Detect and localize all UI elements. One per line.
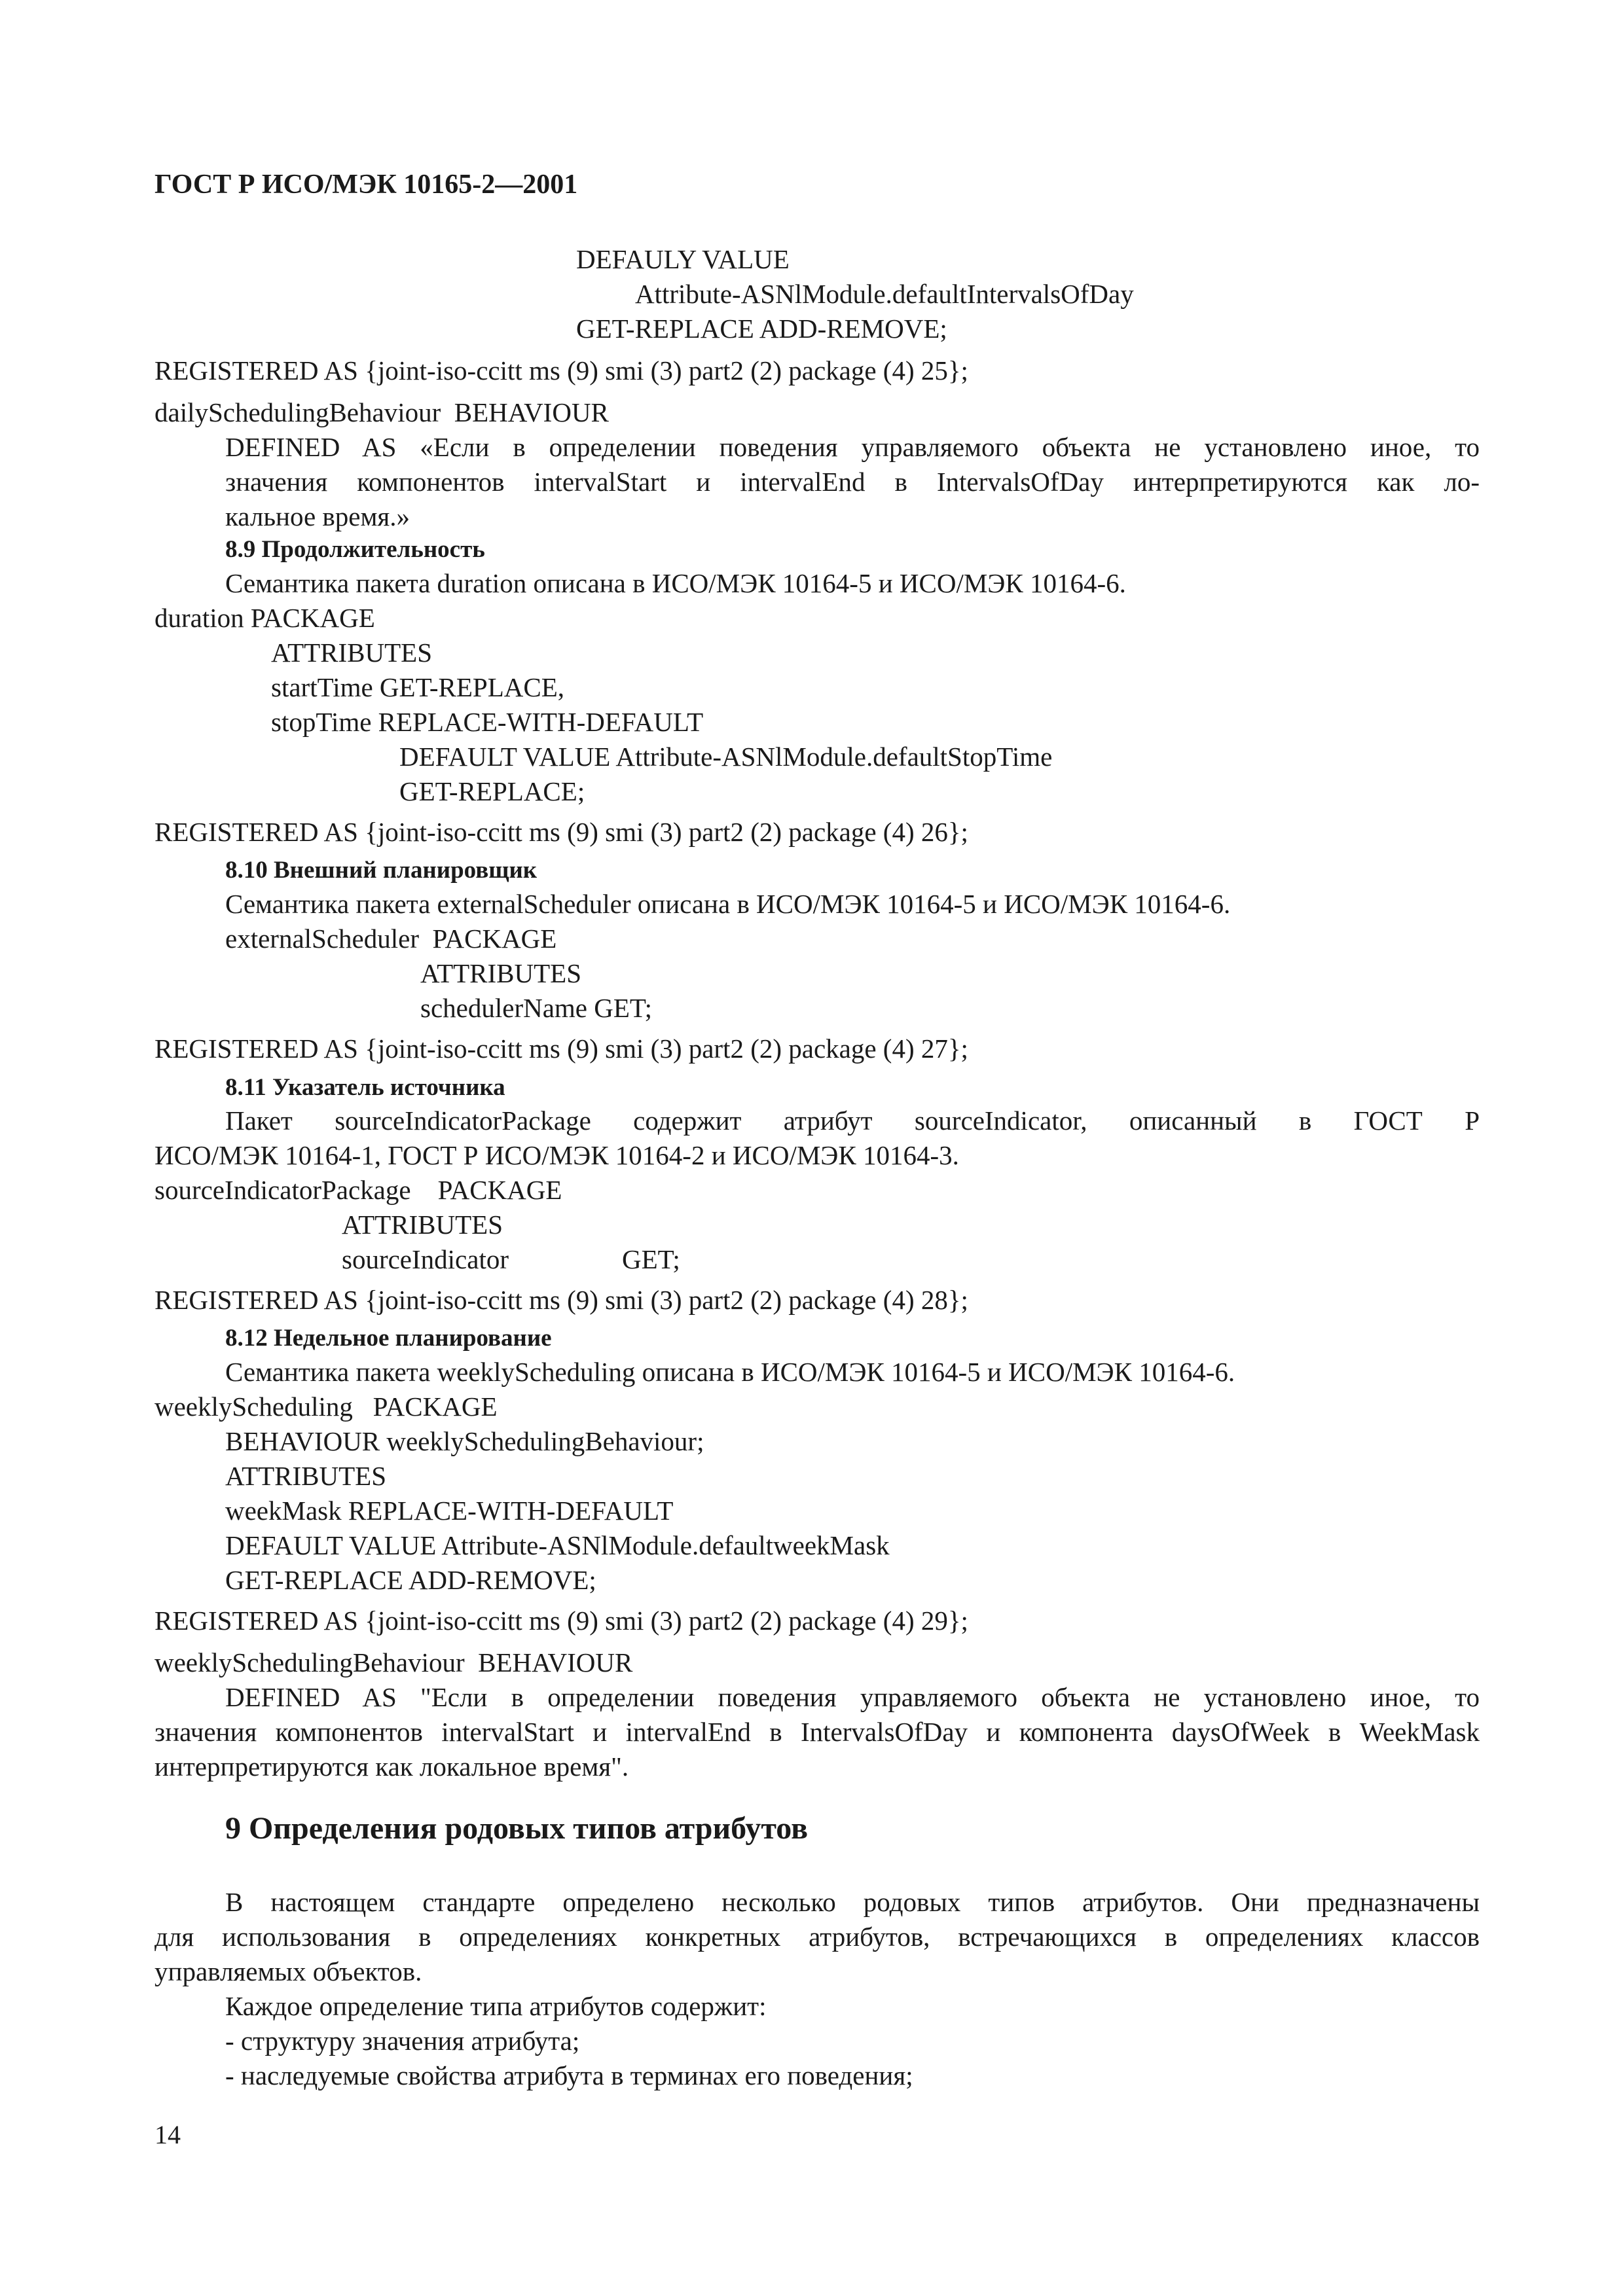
subsection-heading: 8.10 Внешний планировщик bbox=[225, 857, 538, 884]
code-line: schedulerName GET; bbox=[420, 993, 653, 1023]
code-line: GET-REPLACE ADD-REMOVE; bbox=[225, 1565, 596, 1595]
text-line: значения компонентов intervalStart и intervalEnd в IntervalsOfDay интерпретируются как ло- bbox=[225, 467, 1480, 497]
code-line: dailySchedulingBehaviour BEHAVIOUR bbox=[155, 397, 609, 427]
section-heading: 9 Определения родовых типов атрибутов bbox=[225, 1811, 808, 1846]
text-line: Семантика пакета weeklyScheduling описана в ИСО/МЭК 10164-5 и ИСО/МЭК 10164-6. bbox=[225, 1357, 1235, 1387]
subsection-heading: 8.9 Продолжительность bbox=[225, 536, 485, 563]
code-line: ATTRIBUTES bbox=[342, 1210, 503, 1240]
code-line: weeklyScheduling PACKAGE bbox=[155, 1391, 498, 1422]
code-line: DEFAULY VALUE bbox=[576, 244, 790, 274]
code-line: GET-REPLACE ADD-REMOVE; bbox=[576, 314, 947, 344]
code-line: GET; bbox=[622, 1244, 680, 1274]
paragraph-line: Каждое определение типа атрибутов содержит: bbox=[225, 1991, 767, 2021]
list-item: - структуру значения атрибута; bbox=[225, 2026, 580, 2056]
paragraph-line: управляемых объектов. bbox=[155, 1956, 422, 1986]
text-line: Пакет sourceIndicatorPackage содержит атрибут sourceIndicator, описанный в ГОСТ Р bbox=[225, 1105, 1480, 1136]
text-line: DEFINED AS "Если в определении поведения управляемого объекта не установлено иное, то bbox=[225, 1682, 1480, 1712]
page-number: 14 bbox=[155, 2120, 181, 2149]
code-line: ATTRIBUTES bbox=[225, 1461, 386, 1491]
subsection-heading: 8.11 Указатель источника bbox=[225, 1074, 505, 1101]
registered-line: REGISTERED AS {joint-iso-ccitt ms (9) smi (3) part2 (2) package (4) 29}; bbox=[155, 1605, 968, 1636]
code-line: duration PACKAGE bbox=[155, 603, 375, 633]
code-line: startTime GET-REPLACE, bbox=[271, 672, 564, 702]
code-line: Attribute-ASNlModule.defaultIntervalsOfDay bbox=[635, 279, 1134, 309]
code-line: GET-REPLACE; bbox=[399, 776, 585, 806]
code-line: DEFAULT VALUE Attribute-ASNlModule.defaultweekMask bbox=[225, 1530, 890, 1560]
code-line: ATTRIBUTES bbox=[271, 637, 432, 668]
code-line: BEHAVIOUR weeklySchedulingBehaviour; bbox=[225, 1426, 704, 1456]
text-line: значения компонентов intervalStart и intervalEnd в IntervalsOfDay и компонента daysOfWeek в WeekMask bbox=[155, 1717, 1480, 1747]
subsection-heading: 8.12 Недельное планирование bbox=[225, 1325, 552, 1352]
text-line: интерпретируются как локальное время". bbox=[155, 1751, 629, 1782]
text-line: Семантика пакета duration описана в ИСО/МЭК 10164-5 и ИСО/МЭК 10164-6. bbox=[225, 568, 1126, 598]
registered-line: REGISTERED AS {joint-iso-ccitt ms (9) smi (3) part2 (2) package (4) 26}; bbox=[155, 817, 968, 847]
code-line: stopTime REPLACE-WITH-DEFAULT bbox=[271, 707, 704, 737]
code-line: weekMask REPLACE-WITH-DEFAULT bbox=[225, 1496, 674, 1526]
code-line: ATTRIBUTES bbox=[420, 958, 581, 988]
text-line: ИСО/МЭК 10164-1, ГОСТ Р ИСО/МЭК 10164-2 и ИСО/МЭК 10164-3. bbox=[155, 1140, 959, 1170]
paragraph-line: для использования в определениях конкретных атрибутов, встречающихся в определениях классов bbox=[155, 1922, 1480, 1952]
code-line: weeklySchedulingBehaviour BEHAVIOUR bbox=[155, 1647, 633, 1677]
code-line: sourceIndicator bbox=[342, 1244, 509, 1274]
paragraph-line: В настоящем стандарте определено несколько родовых типов атрибутов. Они предназначены bbox=[225, 1887, 1480, 1917]
text-line: кальное время.» bbox=[225, 501, 410, 531]
code-line: DEFAULT VALUE Attribute-ASNlModule.defaultStopTime bbox=[399, 742, 1053, 772]
text-line: DEFINED AS «Если в определении поведения управляемого объекта не установлено иное, то bbox=[225, 432, 1480, 462]
code-line: externalScheduler PACKAGE bbox=[225, 924, 557, 954]
text-line: Семантика пакета externalScheduler описана в ИСО/МЭК 10164-5 и ИСО/МЭК 10164-6. bbox=[225, 889, 1231, 919]
registered-line: REGISTERED AS {joint-iso-ccitt ms (9) smi (3) part2 (2) package (4) 27}; bbox=[155, 1033, 968, 1064]
document-header: ГОСТ Р ИСО/МЭК 10165-2—2001 bbox=[155, 170, 578, 200]
code-line: sourceIndicatorPackage PACKAGE bbox=[155, 1175, 562, 1205]
registered-line: REGISTERED AS {joint-iso-ccitt ms (9) smi (3) part2 (2) package (4) 28}; bbox=[155, 1285, 968, 1315]
registered-line: REGISTERED AS {joint-iso-ccitt ms (9) smi (3) part2 (2) package (4) 25}; bbox=[155, 355, 968, 386]
list-item: - наследуемые свойства атрибута в терминах его поведения; bbox=[225, 2060, 913, 2090]
